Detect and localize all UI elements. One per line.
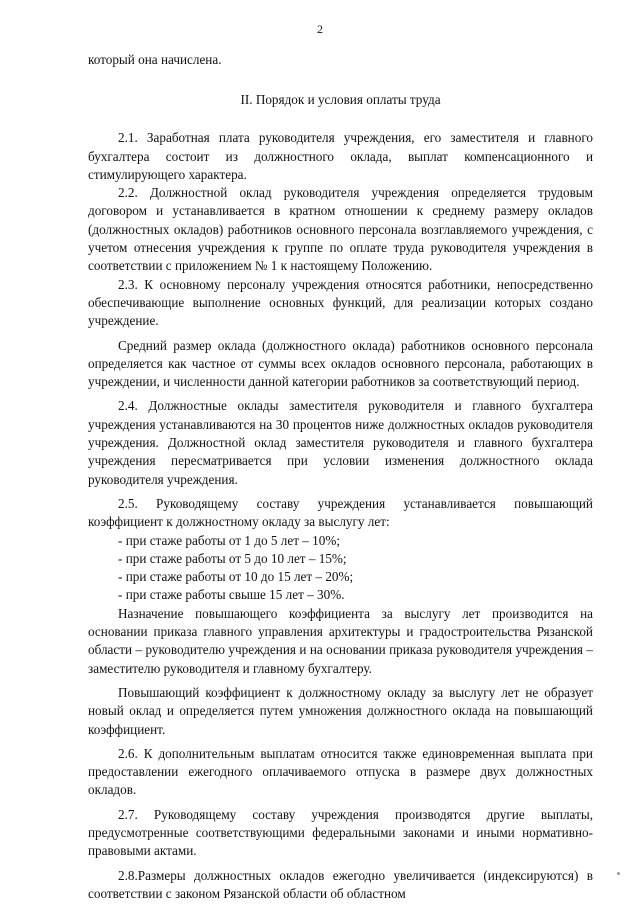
paragraph-2-6: 2.6. К дополнительным выплатам относится также единовременная выплата при предоставлении ежегодного оплачиваемого отпуска в размере двух должностных окладов. [88, 745, 593, 798]
intro-line: который она начислена. [88, 52, 222, 67]
scan-speck [617, 872, 620, 875]
list-item: - при стаже работы свыше 15 лет – 30%. [118, 587, 345, 603]
paragraph-2-3-average: Средний размер оклада (должностного оклада) работников основного персонала определяется как частное от суммы всех окладов основного персонала, работающих в учреждении, и численности данной категории работников за соответствующий период. [88, 337, 593, 390]
list-item: - при стаже работы от 1 до 5 лет – 10%; [118, 532, 340, 548]
paragraph-2-1: 2.1. Заработная плата руководителя учреждения, его заместителя и главного бухгалтера состоит из должностного оклада, выплат компенсационного и стимулирующего характера. [88, 130, 593, 182]
paragraph-2-5: 2.5. Руководящему составу учреждения устанавливается повышающий коэффициент к должностному окладу за выслугу лет: [88, 495, 593, 530]
paragraph-2-8: 2.8.Размеры должностных окладов ежегодно увеличивается (индексируются) в соответствии с законом Рязанской области об областном [88, 867, 593, 901]
page-number: 2 [317, 22, 323, 36]
document-body [88, 51, 593, 903]
section-title: II. Порядок и условия оплаты труда [240, 92, 441, 108]
paragraph-2-4: 2.4. Должностные оклады заместителя руководителя и главного бухгалтера учреждения устанавливаются на 30 процентов ниже должностных окладов руководителя учреждения. Должностной оклад заместителя руководителя и главного бухгалтера учреждения пересматривается при условии изменения должностного оклада руководителя учреждения. [88, 398, 593, 487]
list-item: - при стаже работы от 5 до 10 лет – 15%; [118, 550, 347, 566]
paragraph-2-5-coefficient: Повышающий коэффициент к должностному окладу за выслугу лет не образует новый оклад и определяется путем умножения должностного оклада на повышающий коэффициент. [88, 684, 593, 737]
paragraph-2-5-assignment: Назначение повышающего коэффициента за выслугу лет производится на основании приказа главного управления архитектуры и градостроительства Рязанской области – руководителю учреждения и на основании приказа руководителя учреждения – заместителю руководителя и главному бухгалтеру. [88, 605, 593, 676]
paragraph-2-3: 2.3. К основному персоналу учреждения относятся работники, непосредственно обеспечивающие выполнение основных функций, для реализации которых создано учреждение. [88, 276, 593, 329]
list-item: - при стаже работы от 10 до 15 лет – 20%; [118, 569, 354, 585]
paragraph-2-2: 2.2. Должностной оклад руководителя учреждения определяется трудовым договором и устанавливается в кратном отношении к среднему размеру окладов (должностных окладов) работников основного персонала возглавляемого учреждения, с учетом отнесения учреждения к группе по оплате труда руководителя учреждения в соответствии с приложением № 1 к настоящему Положению. [88, 185, 593, 274]
paragraph-2-7: 2.7. Руководящему составу учреждения производятся другие выплаты, предусмотренные соответствующими федеральными законами и иными нормативно-правовыми актами. [88, 806, 593, 859]
